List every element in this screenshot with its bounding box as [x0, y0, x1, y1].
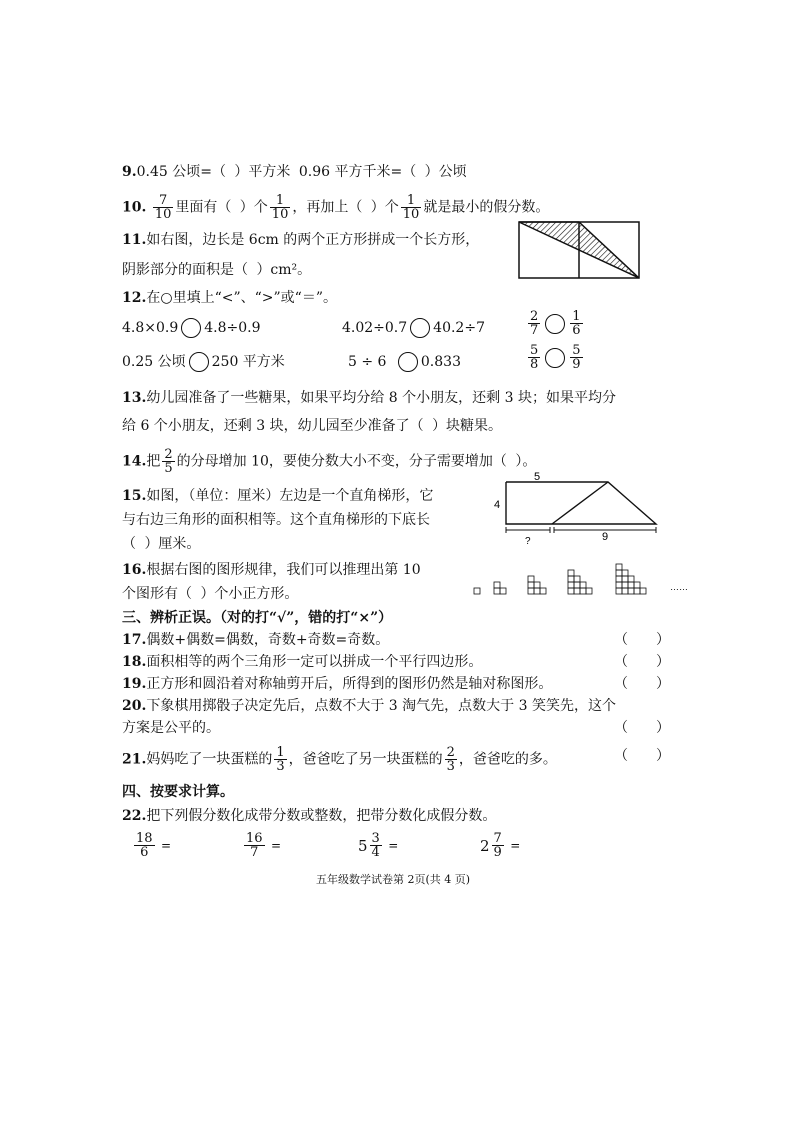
- fraction: $\frac{5}{9}$: [572, 343, 581, 372]
- pattern-square: [616, 582, 622, 588]
- question-12: 12.在○里填上“<”、“>”或“＝”。: [122, 290, 337, 306]
- page-footer: 五年级数学试卷第 2页(共 4 页): [316, 873, 471, 886]
- pattern-square: [586, 588, 592, 594]
- fraction: $\frac{1}{10}$: [271, 193, 289, 222]
- pattern-square: [534, 588, 540, 594]
- pattern-square: [528, 588, 534, 594]
- answer-parens[interactable]: （ ）: [614, 676, 670, 692]
- answer-parens[interactable]: （ ）: [614, 654, 670, 670]
- pattern-square: [534, 582, 540, 588]
- expr-1: $\frac{18}{6}$ =: [136, 831, 172, 860]
- question-22: 22.把下列假分数化成带分数或整数，把带分数化成假分数。: [122, 808, 497, 824]
- q15-trapezoid-triangle-figure: [490, 470, 662, 548]
- answer-parens[interactable]: （ ）: [614, 720, 670, 736]
- pattern-square: [616, 564, 622, 570]
- ellipsis: ……: [670, 582, 688, 592]
- fraction: $\frac{2}{7}$: [530, 309, 539, 338]
- compare-circle[interactable]: [545, 314, 565, 334]
- pattern-square: [628, 588, 634, 594]
- pattern-square: [568, 576, 574, 582]
- fraction: $\frac{1}{3}$: [276, 745, 285, 774]
- pattern-square: [580, 588, 586, 594]
- q11-rectangle-figure: [518, 220, 640, 280]
- section-3-title: 三、辨析正误。（对的打“√”，错的打“×”）: [122, 610, 393, 626]
- question-18: 18.面积相等的两个三角形一定可以拼成一个平行四边形。: [122, 654, 483, 670]
- pattern-square: [540, 588, 546, 594]
- answer-parens[interactable]: （ ）: [614, 632, 670, 648]
- compare-circle[interactable]: [181, 318, 201, 338]
- pattern-square: [616, 576, 622, 582]
- fraction: $\frac{7}{10}$: [154, 193, 172, 222]
- fraction: $\frac{2}{3}$: [446, 745, 455, 774]
- label-right: 9: [602, 531, 609, 543]
- compare-circle[interactable]: [189, 352, 209, 372]
- pattern-square: [574, 588, 580, 594]
- pattern-square: [634, 588, 640, 594]
- fraction: $\frac{1}{10}$: [402, 193, 420, 222]
- question-15: 15.如图，（单位：厘米）左边是一个直角梯形，它: [122, 488, 434, 504]
- question-21: 21.妈妈吃了一块蛋糕的 $\frac{1}{3}$ ，爸爸吃了另一块蛋糕的 $\frac{2}{3}$ ，爸爸吃的多。: [122, 745, 557, 774]
- compare-circle[interactable]: [410, 318, 430, 338]
- question-10: 10. $\frac{7}{10}$ 里面有（ ）个 $\frac{1}{10}$ ，再加上（ ）个 $\frac{1}{10}$ 就是最小的假分数。: [122, 193, 550, 222]
- pattern-square: [628, 576, 634, 582]
- pattern-square: [622, 588, 628, 594]
- pattern-square: [568, 588, 574, 594]
- expr-4: 2 $\frac{7}{9}$ =: [480, 831, 521, 860]
- pattern-square: [568, 570, 574, 576]
- question-13: 13.幼儿园准备了一些糖果，如果平均分给 8 个小朋友，还剩 3 块；如果平均分: [122, 390, 616, 406]
- label-bottom: ?: [525, 536, 531, 547]
- q-number: 9.: [122, 164, 137, 180]
- expr-3: 5 $\frac{3}{4}$ =: [358, 831, 399, 860]
- question-9: 9.0.45 公顷=（ ）平方米 0.96 平方千米=（ ）公顷: [122, 164, 467, 180]
- pattern-square: [500, 588, 506, 594]
- exam-page: 9.0.45 公顷=（ ）平方米 0.96 平方千米=（ ）公顷 10. $\frac{7}{10}$ 里面有（ ）个 $\frac{1}{10}$ ，再加上（ ）个 $\frac{1}{10}$ 就是最小的假分数。 11.如右图，边长是 6cm 的两个正方形拼成一个长方形， 阴影部分的面积是（ ）cm²。 12.在○里填上“<”、“>”或“＝”。 4.8×0.9 4.8÷0.9 4.02÷0.7 40.2÷7 $\frac{2}{7}$ $\frac{1}{6}$ 0.25 公顷 250 平方米 5 ÷ 6 0.833 $\frac{5}{8}$ $\frac{5}{9}$ 13.幼儿园准备了一些糖果，如果平均分给 8 个小朋友，还剩 3 块；如果平均分 给 6 个小朋友，还剩 3 块，幼儿园至少准备了（ ）块糖果。 14.把 $\frac{2}{5}$ 的分母增加 10，要使分数大小不变，分子需要增加（ ）。 15.如图，（单位：厘米）左边是一个直角梯形，它 与右边三角形的面积相等。这个直角梯形的下底长 （ ）厘米。 5 4 9 ? 16.根据右图的图形规律，我们可以推理出第 10 个图形有（ ）个小正方形。 …… 三、辨析正误。（对的打“√”，错的打“×”） 17.偶数+偶数=偶数，奇数+奇数=奇数。 （ ） 18.面积相等的两个三角形一定可以拼成一个平行四边形。 （ ） 19.正方形和圆沿着对称轴剪开后，所得到的图形仍然是轴对称图形。 （ ） 20.下象棋用掷骰子决定先后，点数不大于 3 淘气先，点数大于 3 笑笑先，这个 方案是公平的。 （ ） 21.妈妈吃了一块蛋糕的 $\frac{1}{3}$ ，爸爸吃了另一块蛋糕的 $\frac{2}{3}$ ，爸爸吃的多。 （ ） 四、按要求计算。 22.把下列假分数化成带分数或整数，把带分数化成假分数。 $\frac{18}{6}$ = $\frac{16}{7}$ = 5 $\frac{3}{4}$ = 2 $\frac{7}{9}$ = 五年级数学试卷第 2页(共 4 页): [0, 0, 794, 1122]
- pattern-square: [474, 588, 480, 594]
- compare-circle[interactable]: [545, 348, 565, 368]
- compare-circle[interactable]: [398, 352, 418, 372]
- q16-square-pattern-figure: [470, 556, 690, 598]
- question-17: 17.偶数+偶数=偶数，奇数+奇数=奇数。: [122, 632, 390, 648]
- pattern-square: [494, 582, 500, 588]
- question-16: 16.根据右图的图形规律，我们可以推理出第 10: [122, 562, 421, 578]
- question-11: 11.如右图，边长是 6cm 的两个正方形拼成一个长方形，: [122, 232, 480, 248]
- question-20: 20.下象棋用掷骰子决定先后，点数不大于 3 淘气先，点数大于 3 笑笑先，这个: [122, 698, 616, 714]
- pattern-square: [622, 576, 628, 582]
- pattern-square: [634, 582, 640, 588]
- pattern-square: [580, 582, 586, 588]
- pattern-square: [568, 582, 574, 588]
- pattern-square: [616, 588, 622, 594]
- pattern-square: [622, 570, 628, 576]
- fraction: $\frac{2}{5}$: [164, 447, 173, 476]
- expr-2: $\frac{16}{7}$ =: [246, 831, 282, 860]
- pattern-square: [528, 576, 534, 582]
- label-left: 4: [494, 499, 501, 511]
- compare-row-1: 4.8×0.9 4.8÷0.9: [122, 320, 261, 336]
- fraction: $\frac{5}{8}$: [530, 343, 539, 372]
- fraction: $\frac{1}{6}$: [572, 309, 581, 338]
- pattern-square: [640, 588, 646, 594]
- pattern-square: [528, 582, 534, 588]
- label-top: 5: [534, 471, 541, 483]
- compare-row-2: 0.25 公顷 250 平方米: [122, 354, 285, 370]
- pattern-square: [574, 576, 580, 582]
- pattern-square: [574, 582, 580, 588]
- pattern-square: [622, 582, 628, 588]
- pattern-square: [494, 588, 500, 594]
- section-4-title: 四、按要求计算。: [122, 784, 234, 800]
- answer-parens[interactable]: （ ）: [614, 748, 670, 764]
- question-14: 14.把 $\frac{2}{5}$ 的分母增加 10，要使分数大小不变，分子需要增加（ ）。: [122, 447, 537, 476]
- question-19: 19.正方形和圆沿着对称轴剪开后，所得到的图形仍然是轴对称图形。: [122, 676, 553, 692]
- pattern-square: [616, 570, 622, 576]
- pattern-square: [628, 582, 634, 588]
